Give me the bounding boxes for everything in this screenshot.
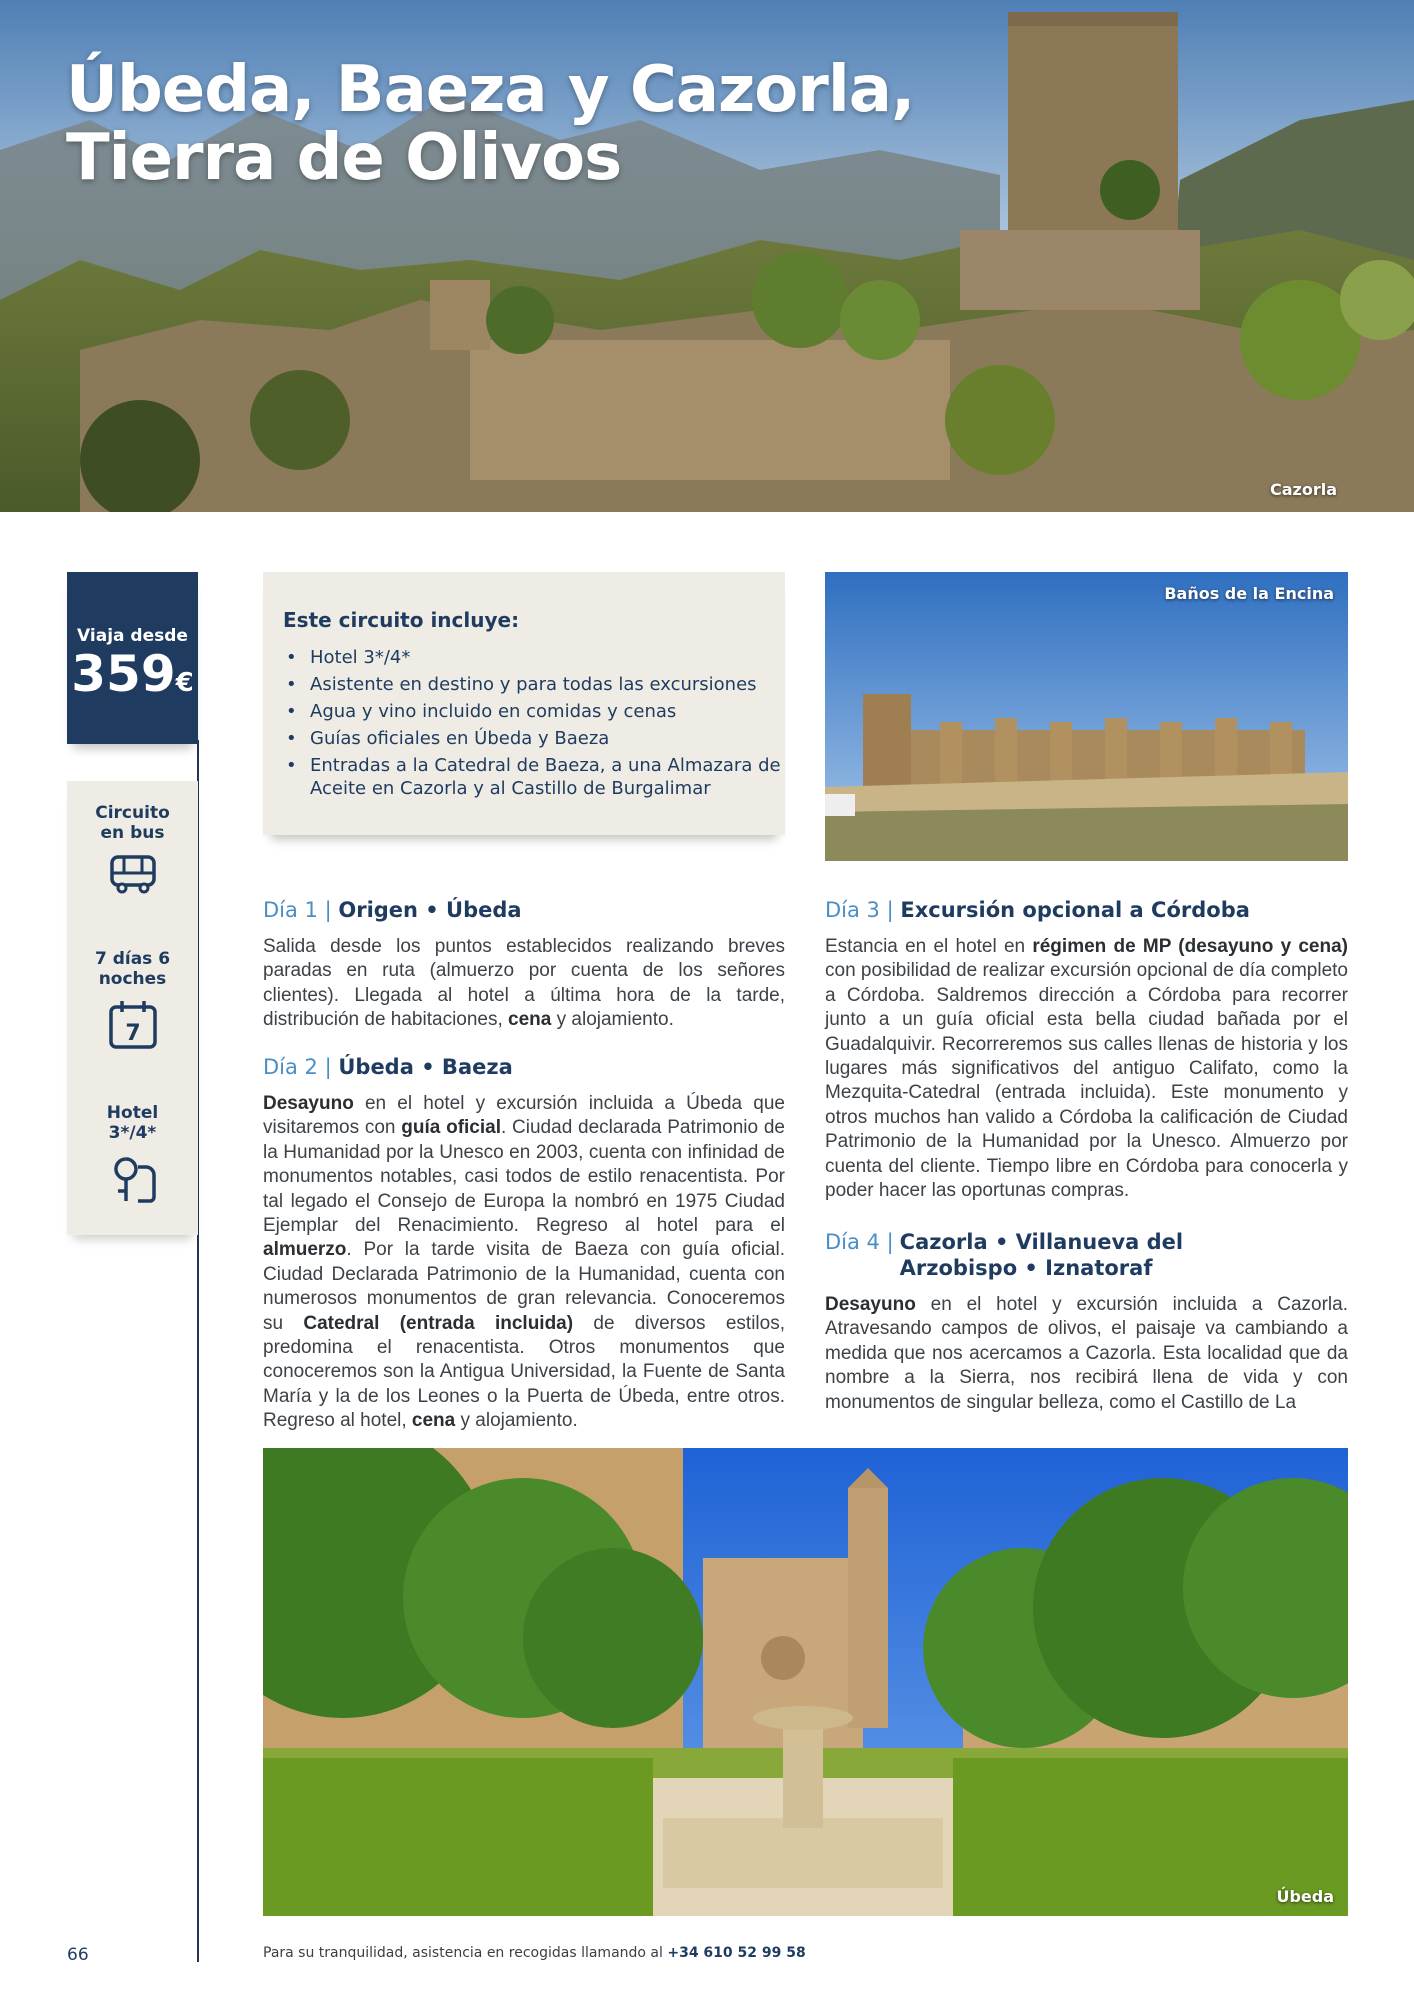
day-3-heading [825, 897, 1348, 923]
page-number: 66 [67, 1945, 89, 1965]
hotel-info [67, 1103, 198, 1205]
calendar-number: 7 [124, 1021, 141, 1046]
includes-item: • Hotel 3*/4* [283, 646, 785, 669]
day-4 [825, 1229, 1348, 1419]
banos-de-la-encina-photo [825, 572, 1348, 861]
hero-caption: Cazorla [1270, 480, 1338, 499]
footer-note [263, 1945, 806, 1961]
price-amount: 359 [71, 645, 176, 703]
bus-icon [108, 853, 158, 895]
day-1 [263, 897, 785, 1033]
day-4-number: Día 4 | [825, 1230, 894, 1254]
day-1-heading [263, 897, 785, 923]
includes-list [283, 646, 785, 800]
hero-image [0, 0, 1414, 512]
day-1-title: Origen • Úbeda [338, 898, 522, 922]
calendar-icon [108, 999, 158, 1051]
day-2-number: Día 2 | [263, 1055, 332, 1079]
footer-text: Para su tranquilidad, asistencia en recogidas llamando al [263, 1945, 663, 1961]
day-2-heading [263, 1054, 785, 1080]
day-3 [825, 897, 1348, 1203]
duration-label: 7 días 6 noches [94, 949, 171, 989]
hotel-key-icon [108, 1153, 158, 1205]
includes-box [263, 572, 785, 835]
price-box [67, 572, 198, 744]
day-3-number: Día 3 | [825, 898, 894, 922]
price-label: Viaja desde [77, 626, 188, 646]
transport-info [67, 803, 198, 895]
includes-item: • Agua y vino incluido en comidas y cenas [283, 700, 785, 723]
castle-photo [825, 572, 1348, 861]
banos-caption: Baños de la Encina [1164, 584, 1334, 603]
day-2-text: Desayuno en el hotel y excursión incluida a Úbeda que visitaremos con guía oficial. Ciudad declarada Patrimonio de la Humanidad por la Unesco en 2003, cuenta con infinidad de monumentos notables, casi todos de estilo renacentista. Por tal legado el Consejo de Europa la nombró en 1975 Ciudad Ejemplar del Renacimiento. Regreso al hotel para el almuerzo. Por la tarde visita de Baeza con guía oficial. Ciudad Declarada Patrimonio de la Humanidad, cuenta con numerosos monumentos de gran relevancia. Conoceremos su Catedral (entrada incluida) de diversos estilos, predomina el renacentista. Otros monumentos que conoceremos son la Antigua Universidad, la Fuente de Santa María y la de los Leones o la Puerta de Úbeda, entre otros. Regreso al hotel, cena y alojamiento. [263, 1093, 785, 1432]
day-1-text: Salida desde los puntos establecidos realizando breves paradas en ruta (almuerzo por cuenta de los señores clientes). Llegada al hotel a última hora de la tarde, distribución de habitaciones, cena y alojamiento. [263, 936, 785, 1031]
price-value [67, 645, 198, 709]
footer-phone: +34 610 52 99 58 [667, 1945, 806, 1961]
ubeda-caption: Úbeda [1276, 1887, 1334, 1906]
includes-item: • Asistente en destino y para todas las excursiones [283, 673, 785, 696]
day-3-text: Estancia en el hotel en régimen de MP (desayuno y cena) con posibilidad de realizar excursión opcional de día completo a Córdoba. Saldremos dirección a Córdoba para recorrer junto a un guía oficial esta bella ciudad bañada por el Guadalquivir. Recorreremos sus calles llenas de historia y los lugares más significativos del antiguo Califato, como la Mezquita-Catedral (entrada incluida). Este monumento y otros muchos han valido a Córdoba la calificación de Ciudad Patrimonio de la Humanidad por la Unesco. Almuerzo por cuenta del cliente. Tiempo libre en Córdoba para conocerla y poder hacer las oportunas compras. [825, 936, 1349, 1202]
day-4-heading [825, 1229, 1348, 1281]
transport-label: Circuito en bus [95, 803, 170, 843]
day-1-number: Día 1 | [263, 898, 332, 922]
ubeda-church-photo [263, 1448, 1348, 1916]
ubeda-photo [263, 1448, 1348, 1916]
page-title [66, 53, 915, 195]
title-line-1: Úbeda, Baeza y Cazorla, [66, 53, 915, 127]
day-2 [263, 1054, 785, 1434]
day-4-text: Desayuno en el hotel y excursión incluida a Cazorla. Atravesando campos de olivos, el paisaje va cambiando a medida que nos acercamos a Cazorla. Esta localidad que da nombre a la Sierra, nos recibirá llena de vida y con monumentos de singular belleza, como el Castillo de La [825, 1294, 1348, 1413]
includes-item: • Entradas a la Catedral de Baeza, a una Almazara de Aceite en Cazorla y al Castillo de Burgalimar [283, 754, 785, 800]
day-2-title: Úbeda • Baeza [338, 1055, 513, 1079]
duration-info [67, 949, 198, 1051]
price-currency: € [175, 668, 194, 698]
day-3-title: Excursión opcional a Córdoba [900, 898, 1250, 922]
includes-item: • Guías oficiales en Úbeda y Baeza [283, 727, 785, 750]
day-4-title: Cazorla • Villanueva del Arzobispo • Iznatoraf [899, 1230, 1184, 1280]
includes-title: Este circuito incluye: [283, 608, 520, 632]
hotel-label: Hotel 3*/4* [106, 1103, 159, 1143]
trip-info-box [67, 781, 198, 1235]
title-line-2: Tierra de Olivos [66, 121, 622, 195]
